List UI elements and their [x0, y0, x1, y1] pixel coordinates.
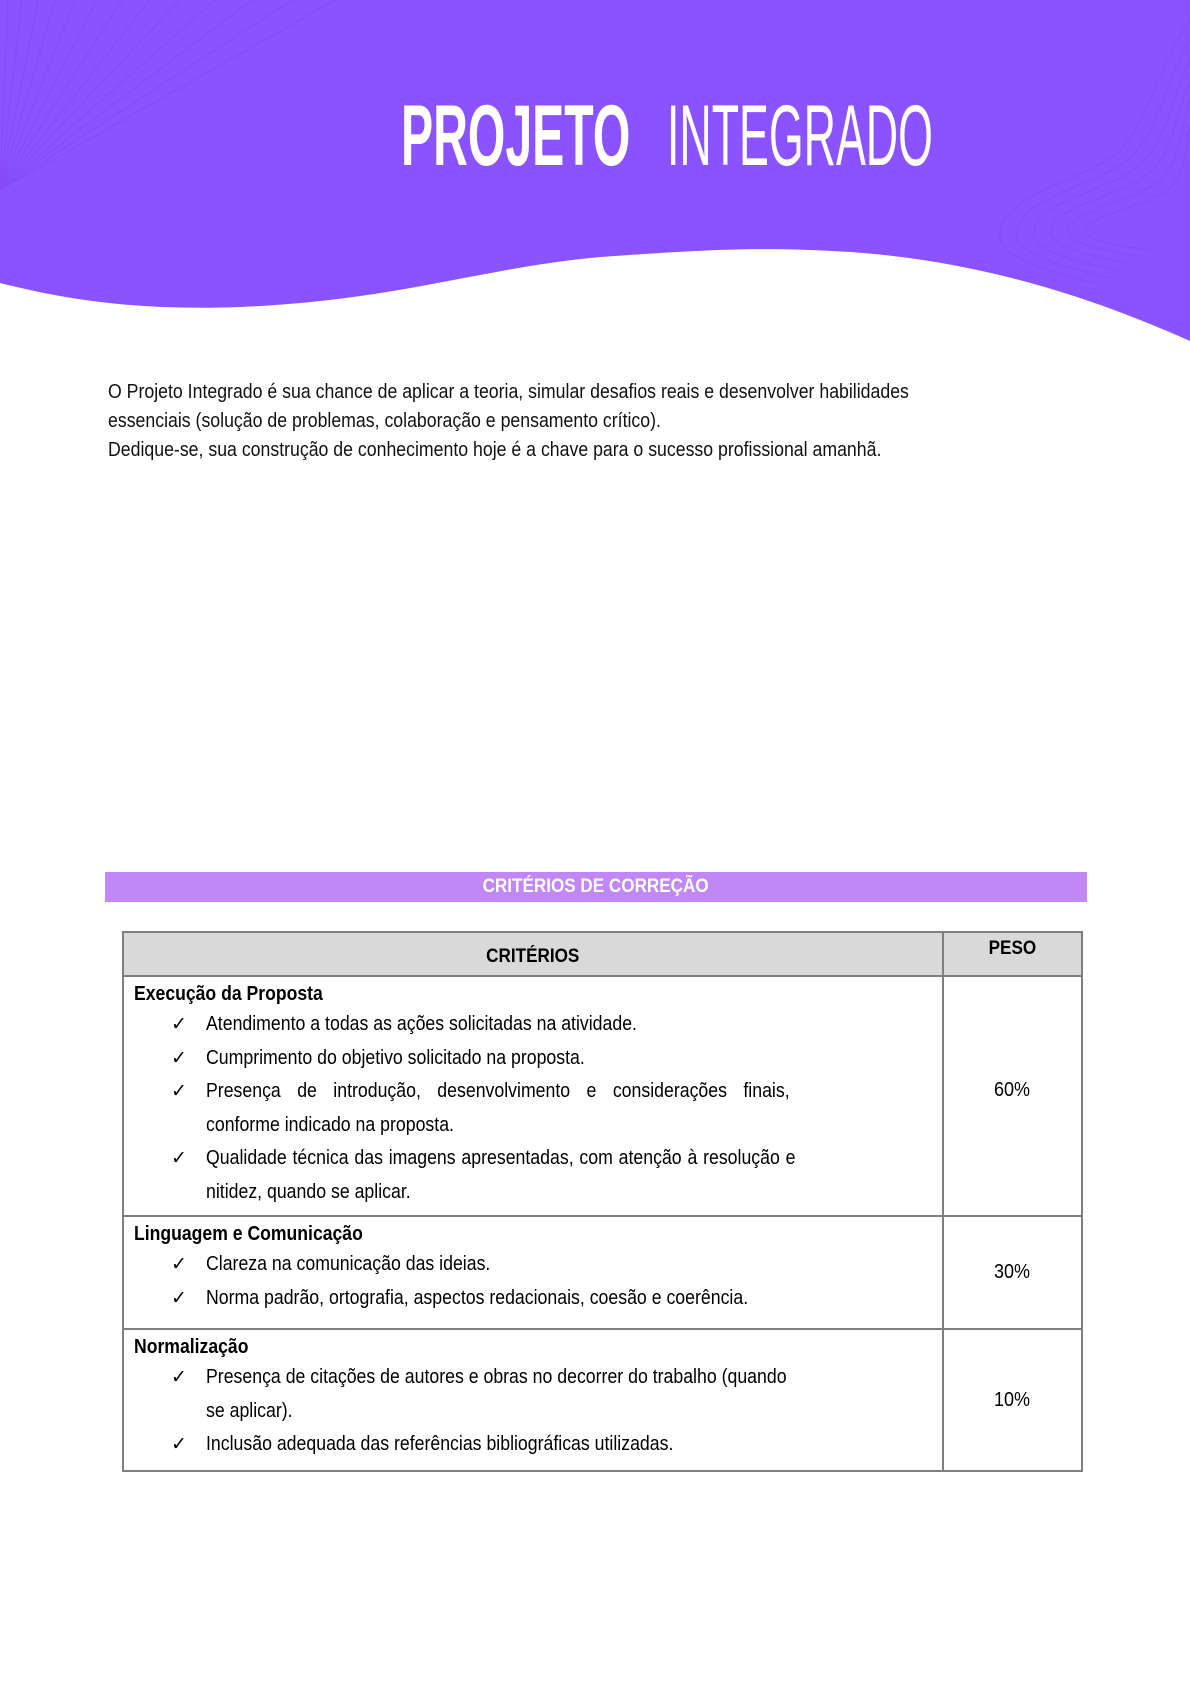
- criteria-table: [122, 931, 1083, 1472]
- criteria-item: [134, 1142, 930, 1209]
- checkmark-icon: ✓: [171, 1047, 187, 1069]
- criteria-item-text: Clareza na comunicação das ideias.: [206, 1253, 491, 1275]
- weight-value: 10%: [994, 1388, 1031, 1411]
- column-header-criteria: CRITÉRIOS: [123, 932, 943, 976]
- intro-line: Dedique-se, sua construção de conhecimento hoje é a chave para o sucesso profissional amanhã.: [108, 439, 882, 461]
- table-row: [123, 1329, 1082, 1471]
- criteria-title: Linguagem e Comunicação: [134, 1223, 363, 1245]
- checkmark-icon: ✓: [171, 1367, 187, 1388]
- table-header-row: [123, 932, 1082, 976]
- checkmark-icon: ✓: [171, 1434, 187, 1455]
- criteria-item-text: Norma padrão, ortografia, aspectos redacionais, coesão e coerência.: [206, 1286, 749, 1309]
- criteria-item: [134, 1075, 930, 1142]
- criteria-item-text: Qualidade técnica das imagens apresentadas, com atenção à resolução e: [206, 1147, 796, 1169]
- intro-line: O Projeto Integrado é sua chance de aplicar a teoria, simular desafios reais e desenvolver habilidades: [108, 381, 909, 403]
- intro-paragraph: [108, 378, 1108, 465]
- criteria-item-text: nitidez, quando se aplicar.: [206, 1180, 411, 1203]
- section-header-bar: [105, 872, 1087, 902]
- criteria-item-text: se aplicar).: [206, 1399, 293, 1422]
- criteria-item: [134, 1361, 930, 1428]
- table-row: [123, 976, 1082, 1216]
- checkmark-icon: ✓: [171, 1148, 187, 1169]
- checkmark-icon: ✓: [171, 1287, 187, 1309]
- criteria-item: [134, 1008, 930, 1042]
- criteria-item-text: Atendimento a todas as ações solicitadas na atividade.: [206, 1013, 637, 1035]
- checkmark-icon: ✓: [171, 1254, 187, 1275]
- title-bold-word: PROJETO: [401, 88, 631, 184]
- intro-line: essenciais (solução de problemas, colaboração e pensamento crítico).: [108, 410, 661, 432]
- criteria-cell: [123, 1216, 943, 1329]
- weight-cell: [943, 976, 1082, 1216]
- checkmark-icon: ✓: [171, 1081, 187, 1102]
- criteria-item: [134, 1042, 930, 1076]
- header-banner: [0, 0, 1190, 345]
- criteria-cell: [123, 1329, 943, 1471]
- criteria-item-text: conforme indicado na proposta.: [206, 1113, 454, 1136]
- criteria-title: Execução da Proposta: [134, 983, 323, 1005]
- column-header-weight: PESO: [943, 932, 1082, 976]
- criteria-item: [134, 1248, 930, 1282]
- section-title: CRITÉRIOS DE CORREÇÃO: [482, 876, 710, 897]
- criteria-item-text: Cumprimento do objetivo solicitado na proposta.: [206, 1046, 585, 1069]
- weight-value: 60%: [994, 1078, 1031, 1101]
- criteria-item-text: Inclusão adequada das referências bibliográficas utilizadas.: [206, 1433, 674, 1455]
- table-row: [123, 1216, 1082, 1329]
- criteria-item-text: Presença de citações de autores e obras no decorrer do trabalho (quando: [206, 1366, 787, 1388]
- weight-cell: [943, 1216, 1082, 1329]
- weight-cell: [943, 1329, 1082, 1471]
- criteria-item-text: Presença de introdução, desenvolvimento e considerações finais,: [206, 1080, 790, 1102]
- weight-value: 30%: [994, 1261, 1031, 1283]
- checkmark-icon: ✓: [171, 1014, 187, 1035]
- criteria-item: [134, 1282, 930, 1316]
- criteria-title: Normalização: [134, 1336, 249, 1358]
- criteria-item: [134, 1428, 930, 1462]
- criteria-cell: [123, 976, 943, 1216]
- title-light-word: INTEGRADO: [667, 88, 933, 184]
